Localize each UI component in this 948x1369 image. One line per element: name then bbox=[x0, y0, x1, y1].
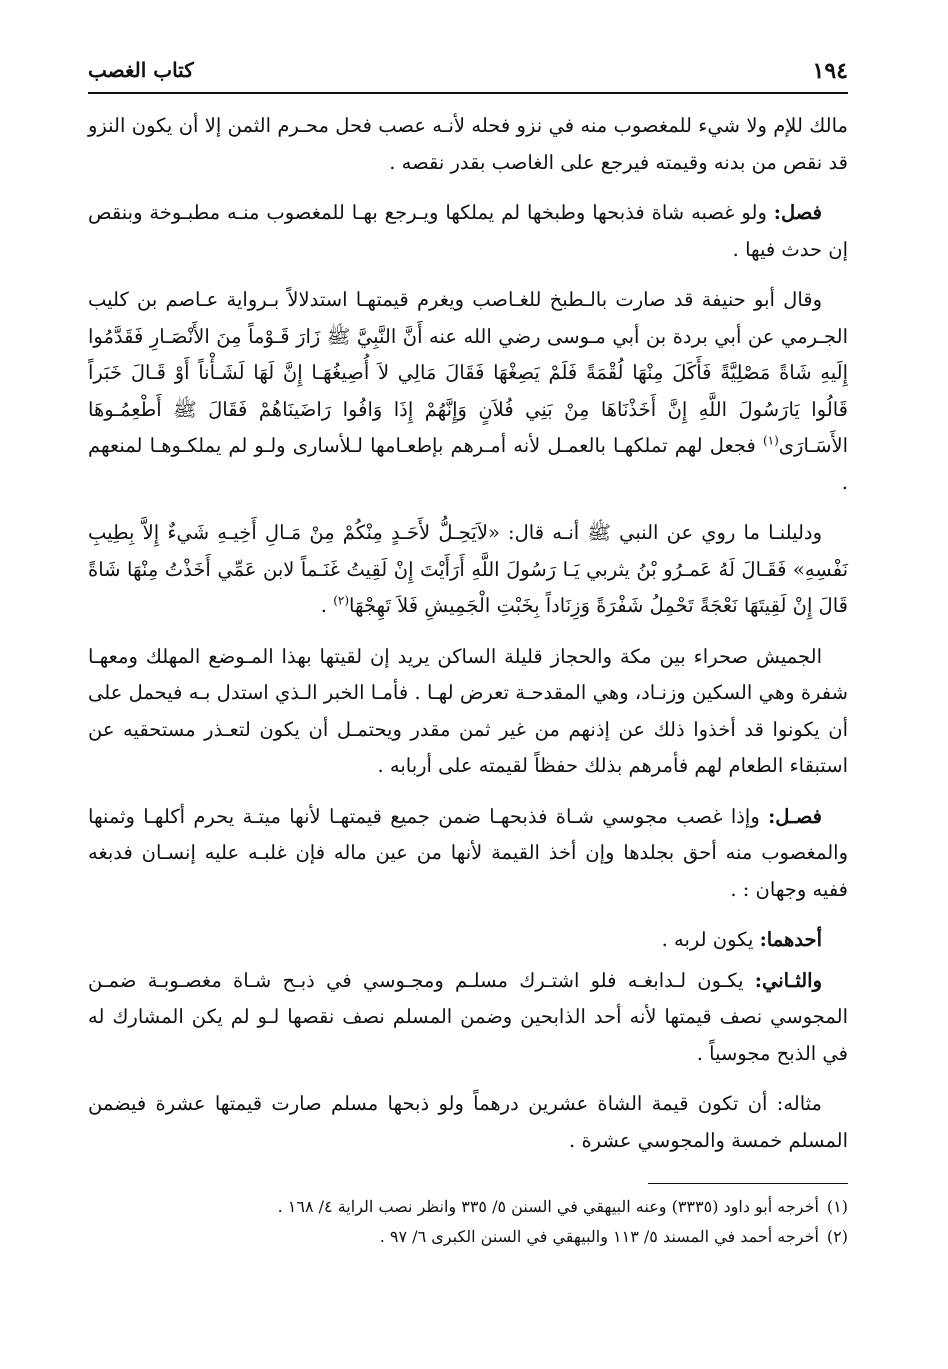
footnote-text: أخرجه أحمد في المسند ٥/ ١١٣ والبيهقي في السنن الكبرى ٦/ ٩٧ . bbox=[379, 1227, 819, 1246]
paragraph-9 bbox=[88, 1086, 848, 1159]
paragraph-5 bbox=[88, 639, 848, 785]
second-opinion-keyword: والثـاني: bbox=[754, 968, 822, 992]
paragraph-text: الجميش صحراء بين مكة والحجاز قليلة الساكن يريد إن لقيتها بهذا المـوضع المهلك ومعهـا شفرة وهي السكين وزنـاد، وهي المقدحـة تعرض لهـا . فأمـا الخبر الـذي استدل بـه فيحمل على أن يكونوا قد أخذوا ذلك عن إذنهم من غير ثمن مقدر ويحتمـل أن يكون لتعـذر مستحقيه عن استبقاء الطعام لهم فأمرهم بذلك حفظاً لقيمته على أربابه . bbox=[88, 644, 848, 777]
footnote-2 bbox=[88, 1222, 848, 1252]
footnote-mark: (١) bbox=[826, 1197, 848, 1216]
paragraph-1 bbox=[88, 108, 848, 181]
first-opinion-keyword: أحدهما: bbox=[759, 928, 822, 951]
paragraph-text: يكـون لـدابغـه فلو اشتـرك مسلـم ومجـوسي في ذبـح شـاة مغصـوبـة ضمـن المجوسي نصف قيمتها لأنه أحد الذابحين وضمن المسلم نصف نقصها لـو لم يكن المشارك له في الذبح مجوسياً . bbox=[88, 968, 848, 1065]
paragraph-text: ودليلنـا ما روي عن النبي ﷺ أنـه قال: «لاَيَحِـلُّ لأَحَـدٍ مِنْكُمْ مِنْ مَـالِ أَخِيـهِ شَيءٌ إِلاَّ بِطِيبِ نَفْسِهِ» فَقَـالَ لَهُ عَمـرُو بْنُ يثربي يَـا رَسُولَ اللَّهِ أَرَأَيْتَ إِنْ لَقِيتُ غَنَـماً لابن عَمِّي أَخَذْتُ مِنْهَا شَاةً قَالَ إِنْ لَقِيتَهَا نَعْجَةً تَحْمِلُ شَفْرَةً وَزِنَاداً بِخَبْتِ الْجَمِيشِ فَلاَ تَهِجْهَا bbox=[88, 521, 848, 617]
paragraph-6 bbox=[88, 799, 848, 909]
paragraph-3 bbox=[88, 282, 848, 501]
section-keyword: فصل: bbox=[773, 201, 822, 224]
paragraph-text: مثاله: أن تكون قيمة الشاة عشرين درهماً ولو ذبحها مسلم صارت قيمتها عشرة فيضمن المسلم خمسة والمجوسي عشرة . bbox=[88, 1092, 848, 1152]
paragraph-text-after: فجعل لهم تملكهـا بالعمـل لأنه أمـرهم بإطعـامها لـلأسارى ولـو لم يملكـوهـا لمنعهم . bbox=[88, 434, 848, 494]
chapter-title: كتاب الغصب bbox=[88, 58, 202, 82]
paragraph-text: وإذا غصب مجوسي شـاة فذبحهـا ضمن جميع قيمتهـا لأنها ميتـة يحرم أكلهـا وثمنها والمغصوب منه أحق بجلدها وإن أخذ القيمة لأنها من عين ماله فإن غلبـه عليه إنسـان فدبغه ففيه وجهان : . bbox=[88, 804, 848, 901]
footnote-mark: (٢) bbox=[826, 1227, 848, 1246]
paragraph-text: وقال أبو حنيفة قد صارت بالـطبخ للغـاصب ويغرم قيمتهـا استدلالاً بـرواية عـاصم بن كليب الجـرمي عن أبي بردة بن أبي مـوسى رضي الله عنه أَنَّ النَّبِيَّ ﷺ زَارَ قَـوْماً مِنَ الأَنْصَـارِ فَقَدَّمُوا إِلَيهِ شَاةً مَصْلِيَّةً فَأَكَلَ مِنْهَا لُقْمَةً فَلَمْ يَصِغْهَا فَقَالَ مَالِي لاَ أُصِيغُهَـا إِنَّ لَهَا لَشَـأْناً أَوْ قَـالَ خَبَراً قَالُوا يَارَسُولَ اللَّهِ إِنَّ أَخَذْنَاهَا مِنْ بَنِي فُلاَنٍ وَإِنَّهُمْ إِذَا وَافُوا رَاضَينَاهُمْ فَقَالَ ﷺ أَطْعِمُـوهَا الأَسَـارَى bbox=[88, 288, 848, 457]
footnote-ref-2: (٢) bbox=[333, 593, 350, 608]
paragraph-text: مالك للإم ولا شيء للمغصوب منه في نزو فحله لأنـه عصب فحل محـرم الثمن إلا أن يكون النزو قد نقص من بدنه وقيمته فيرجع على الغاصب بقدر نقصه . bbox=[88, 114, 848, 174]
section-keyword: فصـل: bbox=[768, 804, 822, 828]
page-header bbox=[88, 58, 848, 94]
paragraph-text: يكون لربه . bbox=[661, 928, 754, 951]
page-number: ١٩٤ bbox=[805, 58, 848, 84]
footnote-text: أخرجه أبو داود (٣٣٣٥) وعنه البيهقي في السنن ٥/ ٣٣٥ وانظر نصب الراية ٤/ ١٦٨ . bbox=[277, 1197, 819, 1216]
book-page bbox=[88, 58, 848, 1252]
footnote-1 bbox=[88, 1192, 848, 1222]
main-text bbox=[88, 108, 848, 1159]
footnotes bbox=[88, 1192, 848, 1252]
paragraph-text: ولو غصبه شاة فذبحها وطبخها لم يملكها ويـرجع بهـا للمغصوب منـه مطبـوخة وبنقص إن حدث فيها . bbox=[88, 201, 848, 261]
paragraph-text-after: . bbox=[320, 594, 334, 617]
paragraph-8 bbox=[88, 963, 848, 1073]
paragraph-4 bbox=[88, 515, 848, 625]
paragraph-2 bbox=[88, 195, 848, 268]
footnote-ref-1: (١) bbox=[762, 433, 779, 448]
footnote-separator bbox=[648, 1183, 848, 1184]
paragraph-7 bbox=[88, 922, 848, 959]
